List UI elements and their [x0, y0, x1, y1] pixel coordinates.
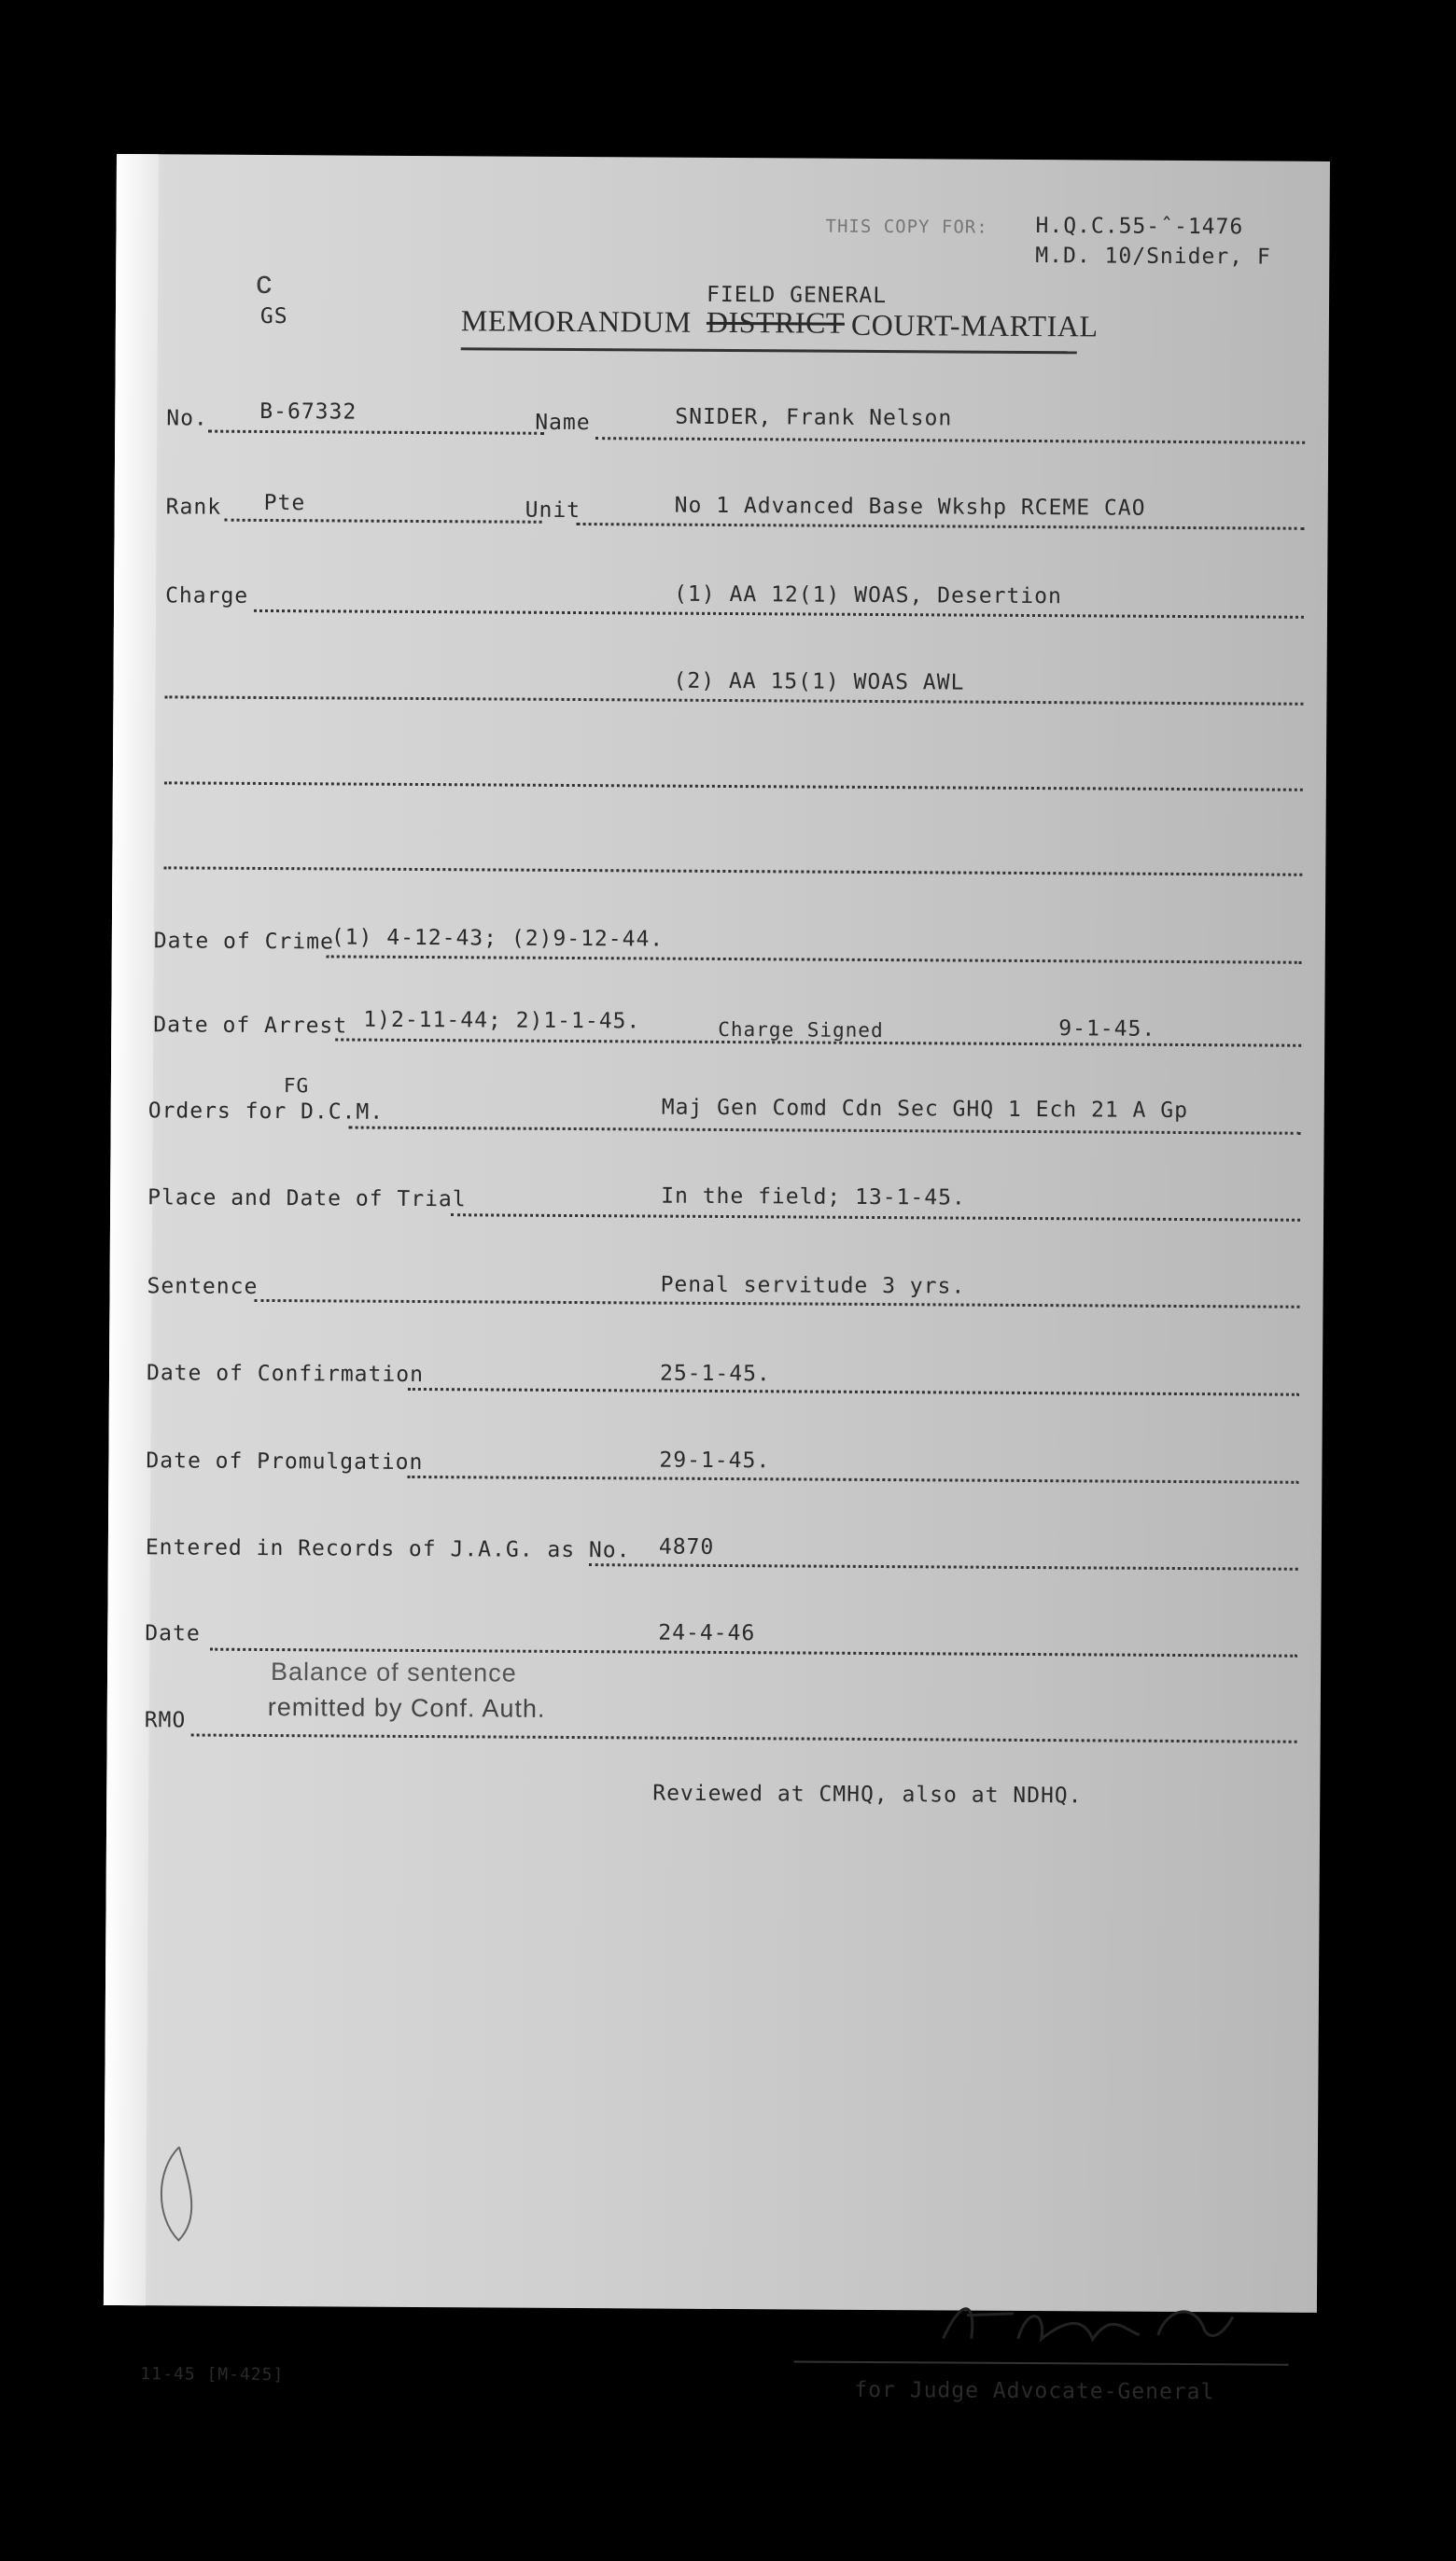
date-line [210, 1648, 1297, 1658]
place-label: Place and Date of Trial [147, 1185, 467, 1212]
sentence-value: Penal servitude 3 yrs. [660, 1272, 966, 1299]
field-general-overtype: FIELD GENERAL [707, 282, 888, 309]
jag-line [589, 1563, 1298, 1571]
date-label: Date [145, 1621, 201, 1646]
charge-label: Charge [165, 583, 249, 609]
remission-note-line-2: remitted by Conf. Auth. [267, 1693, 546, 1723]
crime-value: (1) 4-12-43; (2)9-12-44. [330, 925, 665, 952]
signature-scribble-icon [925, 2287, 1242, 2354]
no-label: No. [166, 406, 208, 431]
promulgation-line [407, 1476, 1298, 1484]
court-martial-title: COURT-MARTIAL [850, 307, 1099, 343]
remission-note-line-1: Balance of sentence [270, 1658, 517, 1687]
name-value: SNIDER, Frank Nelson [675, 404, 953, 431]
remarks-label: RMO [144, 1708, 187, 1733]
charge-2: (2) AA 15(1) WOAS AWL [673, 668, 965, 695]
charge-signed-value: 9-1-45. [1058, 1016, 1156, 1042]
crime-line [327, 955, 1302, 963]
name-line [595, 437, 1305, 444]
orders-label: Orders for D.C.M. [147, 1099, 385, 1125]
charge-signed-label: Charge Signed [718, 1017, 884, 1043]
confirmation-label: Date of Confirmation [146, 1361, 425, 1388]
orders-value: Maj Gen Comd Cdn Sec GHQ 1 Ech 21 A Gp [661, 1095, 1189, 1124]
memorandum-title: MEMORANDUM [460, 303, 692, 339]
unit-value: No 1 Advanced Base Wkshp RCEME CAO [674, 493, 1146, 521]
charge-line-2 [164, 695, 1303, 705]
copy-stamp: THIS COPY FOR: [825, 216, 988, 238]
sentence-label: Sentence [147, 1274, 259, 1299]
rank-line [225, 519, 542, 524]
rank-label: Rank [165, 495, 222, 520]
charge-line-4 [163, 866, 1302, 875]
gs-label: GS [259, 303, 288, 329]
name-label: Name [535, 410, 591, 436]
sentence-line [254, 1299, 1299, 1308]
arrest-value: 1)2-11-44; 2)1-1-45. [363, 1007, 641, 1034]
for-jag-label: for Judge Advocate-General [854, 2377, 1215, 2405]
confirmation-line [408, 1388, 1299, 1396]
charge-1: (1) AA 12(1) WOAS, Desertion [674, 581, 1062, 609]
no-line [208, 430, 544, 435]
remarks-line [191, 1734, 1297, 1743]
place-line [451, 1213, 1300, 1222]
date-value: 24-4-46 [658, 1620, 756, 1646]
rank-value: Pte [263, 490, 306, 516]
signature-line [794, 2360, 1289, 2365]
md-reference: M.D. 10/Snider, F [1035, 244, 1271, 270]
signature [925, 2287, 1242, 2354]
hq-reference: H.Q.C.55-ˆ-1476 [1035, 214, 1244, 240]
jag-label: Entered in Records of J.A.G. as No. [145, 1535, 631, 1563]
orders-fg: FG [283, 1074, 310, 1098]
charge-line-1 [254, 609, 1304, 619]
place-value: In the field; 13-1-45. [661, 1183, 966, 1211]
district-struck: DISTRICT [706, 304, 846, 340]
promulgation-value: 29-1-45. [659, 1448, 771, 1474]
reviewed-note: Reviewed at CMHQ, also at NDHQ. [652, 1781, 1083, 1809]
pencil-mark-icon [150, 2142, 207, 2245]
orders-line [349, 1127, 1301, 1135]
corner-mark: c [256, 264, 273, 301]
confirmation-value: 25-1-45. [659, 1361, 771, 1387]
promulgation-label: Date of Promulgation [146, 1448, 424, 1476]
crime-label: Date of Crime [153, 929, 334, 955]
unit-line [577, 523, 1305, 530]
unit-label: Unit [525, 497, 581, 524]
court-martial-memorandum-form [104, 154, 1330, 2405]
jag-number: 4870 [658, 1534, 715, 1560]
charge-line-3 [164, 781, 1303, 791]
arrest-label: Date of Arrest [153, 1013, 348, 1039]
service-number: B-67332 [259, 399, 357, 425]
paper-edge [104, 154, 159, 2305]
title-underline [461, 347, 1077, 354]
form-number: 11-45 [M-425] [140, 2364, 285, 2386]
